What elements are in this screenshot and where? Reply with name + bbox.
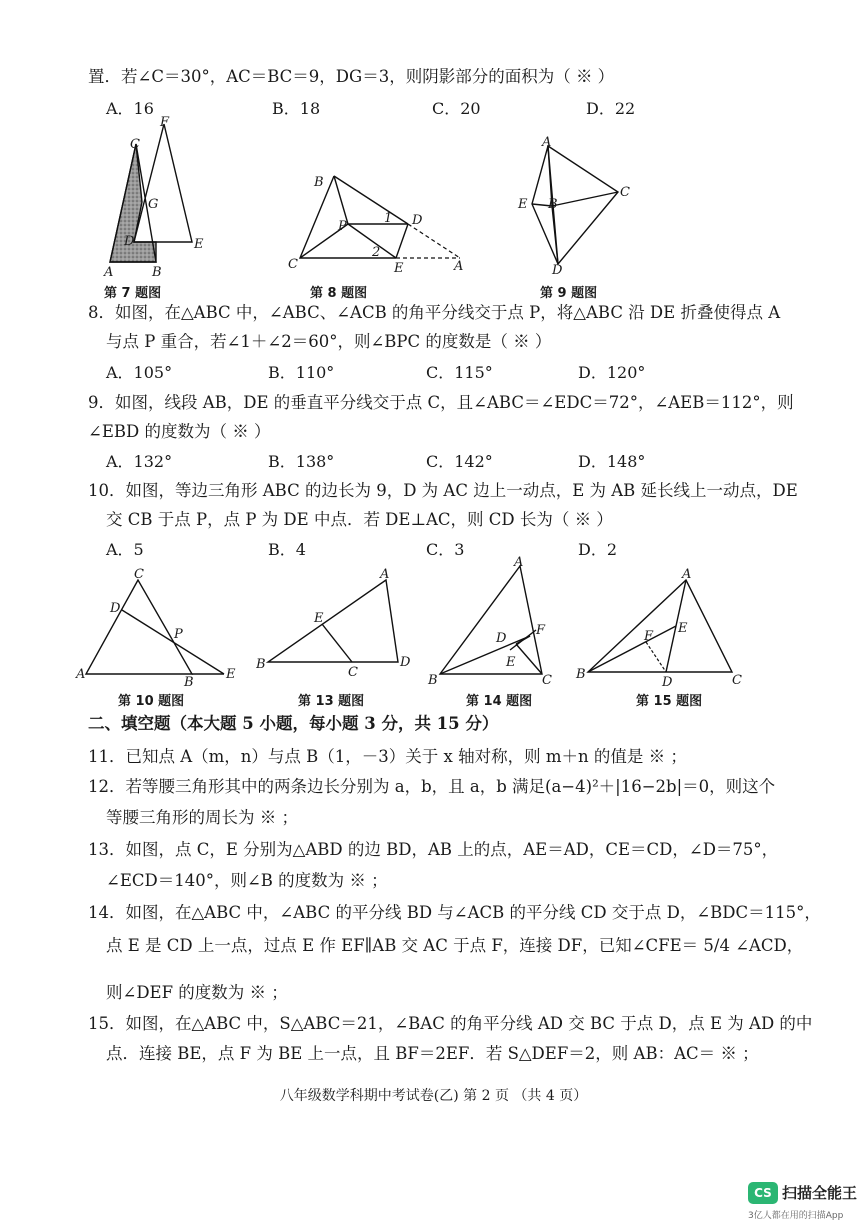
- f14-label-c: C: [542, 673, 552, 688]
- section-fill-in-heading: 二、填空题（本大题 5 小题，每小题 3 分，共 15 分）: [88, 714, 499, 733]
- q10-option-d: D．2: [578, 540, 618, 559]
- f8-label-d: D: [412, 213, 423, 228]
- f15-label-c: C: [732, 673, 742, 688]
- f10-label-d: D: [110, 601, 121, 616]
- f15-label-b: B: [576, 667, 586, 682]
- q9-option-a: A．132°: [106, 452, 173, 471]
- f8-label-b: B: [314, 175, 324, 190]
- f10-label-e: E: [226, 667, 236, 682]
- f13-label-b: B: [256, 657, 266, 672]
- f9-label-e: E: [518, 197, 528, 212]
- f7-label-c: C: [130, 137, 140, 152]
- q9-line-1: 9．如图，线段 AB，DE 的垂直平分线交于点 C，且∠ABC＝∠EDC＝72°，∠AEB＝112°，则: [88, 393, 794, 412]
- q15-line-1: 15．如图，在△ABC 中，S△ABC＝21，∠BAC 的角平分线 AD 交 BC 于点 D，点 E 为 AD 的中: [88, 1014, 813, 1033]
- figure-13: [256, 566, 416, 676]
- figure-9-caption: 第 9 题图: [540, 286, 598, 301]
- q14-line-2: 点 E 是 CD 上一点，过点 E 作 EF∥AB 交 AC 于点 F，连接 DF，已知∠CFE＝ 5/4 ∠ACD，: [106, 936, 804, 955]
- figure-7: [96, 112, 226, 282]
- figure-7-caption: 第 7 题图: [104, 286, 162, 301]
- figure-14: [426, 556, 560, 688]
- f7-label-a: A: [104, 265, 114, 280]
- figure-14-caption: 第 14 题图: [466, 694, 533, 709]
- f10-label-a: A: [76, 667, 86, 682]
- f15-label-f: F: [644, 629, 654, 644]
- q7-option-c: C．20: [432, 99, 481, 118]
- figure-10-caption: 第 10 题图: [118, 694, 185, 709]
- f8-label-c: C: [288, 257, 298, 272]
- figure-9: [512, 136, 638, 276]
- f13-label-e: E: [314, 611, 324, 626]
- f9-label-d: D: [552, 263, 563, 276]
- camscanner-logo-icon: CS: [748, 1182, 778, 1204]
- q8-line-2: 与点 P 重合，若∠1＋∠2＝60°，则∠BPC 的度数是（ ※ ）: [106, 332, 552, 351]
- q10-line-2: 交 CB 于点 P，点 P 为 DE 中点．若 DE⊥AC，则 CD 长为（ ※ ）: [106, 510, 613, 529]
- q8-options: [0, 362, 867, 384]
- figure-8-caption: 第 8 题图: [310, 286, 368, 301]
- f15-label-a: A: [682, 567, 692, 582]
- f7-label-e: E: [194, 237, 204, 252]
- scanner-watermark: [748, 1180, 858, 1220]
- q8-option-a: A．105°: [106, 363, 173, 382]
- q7-stem: 置．若∠C＝30°，AC＝BC＝9，DG＝3，则阴影部分的面积为（ ※ ）: [88, 67, 615, 86]
- figure-15-caption: 第 15 题图: [636, 694, 703, 709]
- f9-label-a: A: [542, 136, 552, 150]
- f14-label-b: B: [428, 673, 438, 688]
- f8-label-p: P: [338, 219, 347, 234]
- figure-10: [74, 566, 244, 688]
- f7-label-f: F: [160, 115, 170, 130]
- f14-label-d: D: [496, 631, 507, 646]
- f13-label-c: C: [348, 665, 358, 676]
- q9-options: [0, 451, 867, 473]
- f8-label-a: A: [454, 259, 464, 274]
- q10-line-1: 10．如图，等边三角形 ABC 的边长为 9，D 为 AC 边上一动点，E 为 AB 延长线上一动点，DE: [88, 481, 798, 500]
- f14-label-e: E: [506, 655, 516, 670]
- q8-option-b: B．110°: [268, 363, 335, 382]
- page-footer: 八年级数学科期中考试卷(乙) 第 2 页 （共 4 页）: [279, 1088, 588, 1104]
- f13-label-a: A: [380, 567, 390, 582]
- figure-15: [574, 566, 744, 688]
- q15-line-2: 点．连接 BE，点 F 为 BE 上一点，且 BF＝2EF．若 S△DEF＝2，则 AB：AC＝ ※ ；: [106, 1044, 759, 1063]
- f8-label-2: 2: [372, 245, 381, 260]
- f7-label-d: D: [124, 234, 135, 249]
- figure-8: [286, 168, 476, 274]
- q10-option-b: B．4: [268, 540, 306, 559]
- q9-option-c: C．142°: [426, 452, 493, 471]
- f9-label-c: C: [620, 185, 630, 200]
- f14-label-a: A: [514, 556, 524, 570]
- q10-option-a: A．5: [106, 540, 144, 559]
- f15-label-e: E: [678, 621, 688, 636]
- watermark-subtitle: 3亿人都在用的扫描App: [748, 1211, 844, 1221]
- f7-label-b: B: [152, 265, 162, 280]
- q10-option-c: C．3: [426, 540, 465, 559]
- q14-line-1: 14．如图，在△ABC 中，∠ABC 的平分线 BD 与∠ACB 的平分线 CD 交于点 D，∠BDC＝115°，: [88, 903, 821, 922]
- q9-option-d: D．148°: [578, 452, 646, 471]
- f8-label-1: 1: [384, 211, 393, 226]
- watermark-title: 扫描全能王: [782, 1184, 858, 1202]
- q8-line-1: 8．如图，在△ABC 中，∠ABC、∠ACB 的角平分线交于点 P，将△ABC 沿 DE 折叠使得点 A: [88, 303, 781, 322]
- f9-label-b: B: [548, 197, 558, 212]
- f10-label-p: P: [174, 627, 183, 642]
- f10-label-b: B: [184, 675, 194, 688]
- f13-label-d: D: [400, 655, 411, 670]
- q14-line-3: 则∠DEF 的度数为 ※ ；: [106, 983, 288, 1002]
- q12-line-2: 等腰三角形的周长为 ※ ；: [106, 808, 298, 827]
- q7-option-a: A．16: [106, 99, 154, 118]
- q11-text: 11．已知点 A（m，n）与点 B（1，－3）关于 x 轴对称，则 m＋n 的值是 ※ ；: [88, 747, 687, 766]
- figure-13-caption: 第 13 题图: [298, 694, 365, 709]
- q8-option-c: C．115°: [426, 363, 493, 382]
- f10-label-c: C: [134, 567, 144, 582]
- q7-option-b: B．18: [272, 99, 321, 118]
- f14-label-f: F: [536, 623, 546, 638]
- q9-line-2: ∠EBD 的度数为（ ※ ）: [88, 422, 271, 441]
- q13-line-1: 13．如图，点 C，E 分别为△ABD 的边 BD，AB 上的点，AE＝AD，CE＝CD，∠D＝75°，: [88, 840, 779, 859]
- q7-option-d: D．22: [586, 99, 636, 118]
- q8-option-d: D．120°: [578, 363, 646, 382]
- f7-label-g: G: [148, 197, 159, 212]
- q12-line-1: 12．若等腰三角形其中的两条边长分别为 a，b，且 a，b 满足(a−4)²＋|16−2b|＝0，则这个: [88, 777, 776, 796]
- f8-label-e: E: [394, 261, 404, 274]
- q9-option-b: B．138°: [268, 452, 335, 471]
- f15-label-d: D: [662, 675, 673, 688]
- q13-line-2: ∠ECD＝140°，则∠B 的度数为 ※ ；: [106, 871, 388, 890]
